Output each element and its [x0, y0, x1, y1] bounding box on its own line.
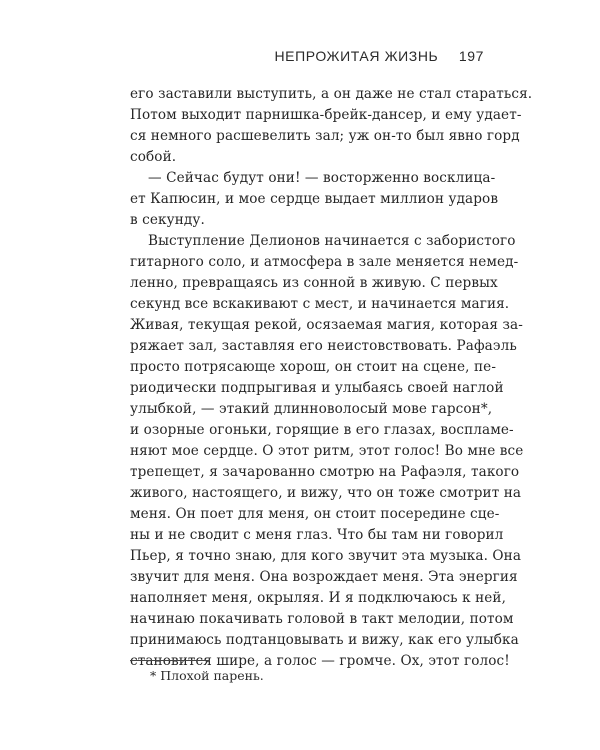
- text-line: Пьер, я точно знаю, для кого звучит эта музыка. Она: [130, 548, 522, 564]
- text-line: Потом выходит парнишка-брейк-дансер, и ему удает-: [130, 107, 522, 123]
- text-line: ленно, превращаясь из сонной в живую. С первых: [130, 275, 498, 291]
- text-line: Выступление Делионов начинается с забористого: [148, 233, 516, 249]
- text-line: его заставили выступить, а он даже не стал стараться.: [130, 86, 533, 102]
- text-line: звучит для меня. Она возрождает меня. Эта энергия: [130, 569, 518, 585]
- text-line: просто потрясающе хорош, он стоит на сцене, пе-: [130, 359, 497, 375]
- text-line: няют мое сердце. О этот ритм, этот голос! Во мне все: [130, 443, 524, 459]
- text-line: трепещет, я зачарованно смотрю на Рафаэля, такого: [130, 464, 520, 480]
- text-line: риодически подпрыгивая и улыбаясь своей наглой: [130, 380, 504, 396]
- text-line: собой.: [130, 149, 177, 165]
- text-line: — Сейчас будут они! — восторженно восклица-: [148, 170, 496, 186]
- body-text: [130, 84, 533, 672]
- text-line: улыбкой, — этакий длинноволосый мове гарсон*,: [130, 401, 493, 417]
- text-line: ны и не сводит с меня глаз. Что бы там ни говорил: [130, 527, 504, 543]
- text-line: ся немного расшевелить зал; уж он-то был явно горд: [130, 128, 520, 144]
- running-head: [274, 48, 484, 64]
- chapter-title: НЕПРОЖИТАЯ ЖИЗНЬ: [274, 48, 439, 64]
- text-line: ряжает зал, заставляя его неистовствовать. Рафаэль: [130, 338, 517, 354]
- text-line: гитарного соло, и атмосфера в зале меняется немед-: [130, 254, 519, 270]
- footnote-divider: [130, 660, 210, 661]
- text-line: живого, настоящего, и вижу, что он тоже смотрит на: [130, 485, 522, 501]
- text-line: ет Капюсин, и мое сердце выдает миллион ударов: [130, 191, 499, 207]
- text-line: в секунду.: [130, 212, 205, 228]
- text-line: принимаюсь подтанцовывать и вижу, как его улыбка: [130, 632, 519, 648]
- text-line: наполняет меня, окрыляя. И я подключаюсь к ней,: [130, 590, 507, 606]
- footnote: * Плохой парень.: [150, 668, 264, 683]
- text-line: Живая, текущая рекой, осязаемая магия, которая за-: [130, 317, 523, 333]
- page-number: 197: [458, 48, 484, 64]
- text-line: начинаю покачивать головой в такт мелодии, потом: [130, 611, 514, 627]
- text-line: меня. Он поет для меня, он стоит посередине сце-: [130, 506, 500, 522]
- text-line: и озорные огоньки, горящие в его глазах, воспламе-: [130, 422, 514, 438]
- text-line: секунд все вскакивают с мест, и начинается магия.: [130, 296, 510, 312]
- text-line: становится шире, а голос — громче. Ох, этот голос!: [130, 653, 510, 669]
